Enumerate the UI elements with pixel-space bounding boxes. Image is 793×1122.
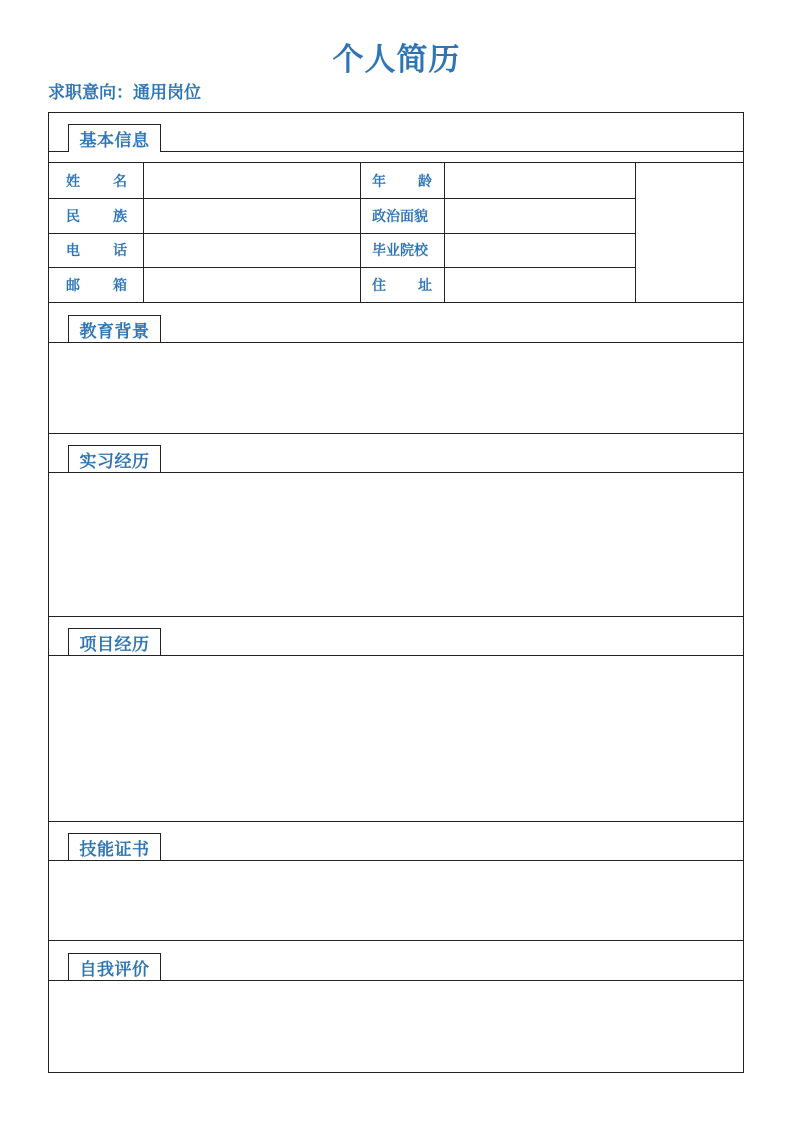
section-divider — [49, 616, 743, 617]
label-name — [49, 163, 143, 198]
value-email[interactable] — [144, 267, 360, 302]
section-tab-self-eval: 自我评价 — [68, 953, 161, 981]
label-char: 名 — [113, 173, 127, 190]
label-char: 龄 — [418, 173, 432, 190]
label-email — [49, 267, 143, 302]
section-tab-project: 项目经历 — [68, 628, 161, 656]
section-divider — [49, 980, 743, 981]
section-divider — [49, 655, 743, 656]
basic-info-table — [49, 163, 743, 302]
section-tab-education: 教育背景 — [68, 315, 161, 343]
label-char: 民 — [66, 208, 80, 225]
label-char: 话 — [113, 243, 127, 259]
value-phone[interactable] — [144, 233, 360, 267]
section-divider — [49, 940, 743, 941]
section-tab-skills: 技能证书 — [68, 833, 161, 861]
label-ethnicity — [49, 198, 143, 233]
label-char: 姓 — [66, 173, 80, 190]
label-char: 电 — [66, 243, 80, 259]
section-divider — [49, 472, 743, 473]
label-char: 族 — [113, 208, 127, 225]
section-tab-internship: 实习经历 — [68, 445, 161, 473]
label-school: 毕业院校 — [372, 243, 428, 259]
label-phone — [49, 233, 143, 267]
section-tab-basic-info: 基本信息 — [68, 124, 161, 152]
section-divider — [49, 860, 743, 861]
value-address[interactable] — [445, 267, 635, 302]
photo-box[interactable] — [636, 163, 743, 302]
section-divider — [49, 302, 743, 303]
label-char: 箱 — [113, 277, 127, 294]
label-char: 住 — [372, 277, 386, 294]
value-age[interactable] — [445, 163, 635, 198]
resume-title: 个人简历 — [332, 42, 461, 78]
value-ethnicity[interactable] — [144, 198, 360, 233]
value-political[interactable] — [445, 198, 635, 233]
value-school[interactable] — [445, 233, 635, 267]
label-political: 政治面貌 — [372, 208, 428, 225]
label-age — [360, 163, 444, 198]
resume-frame — [48, 112, 744, 1073]
label-char: 年 — [372, 173, 386, 190]
section-divider — [49, 821, 743, 822]
label-address — [360, 267, 444, 302]
job-intent: 求职意向：通用岗位 — [48, 83, 201, 103]
label-char: 址 — [418, 277, 432, 294]
label-char: 邮 — [66, 277, 80, 294]
value-name[interactable] — [144, 163, 360, 198]
section-divider — [49, 433, 743, 434]
section-divider — [49, 342, 743, 343]
